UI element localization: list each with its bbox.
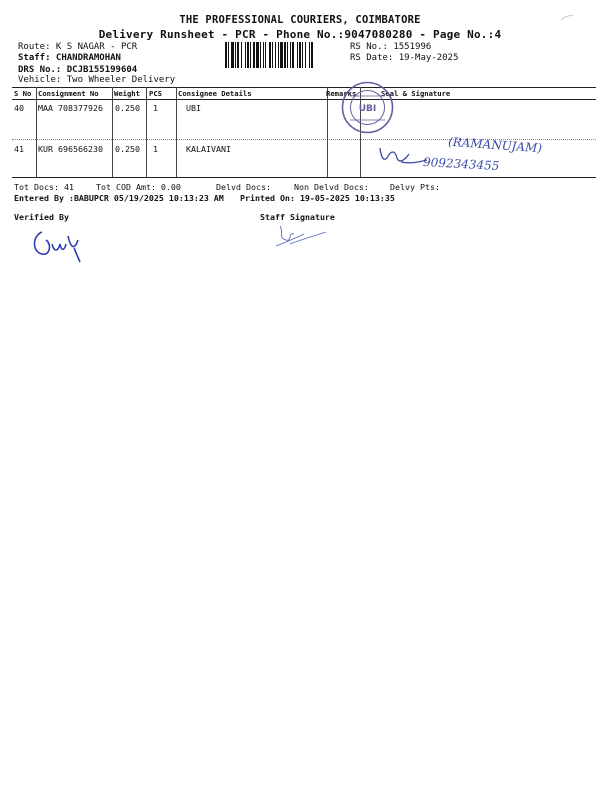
barcode-bar: [237, 42, 239, 68]
barcode-bar: [311, 42, 313, 68]
row-pcs: 1: [153, 103, 158, 113]
col-divider: [112, 87, 113, 177]
header-consignment: Consignment No: [38, 89, 99, 98]
barcode-bar: [253, 42, 255, 68]
col-divider: [36, 87, 37, 177]
header-seal-signature: Seal & Signature: [381, 89, 451, 98]
table-header-rule: [12, 99, 596, 100]
col-divider: [176, 87, 177, 177]
verifier-signature: [28, 226, 88, 266]
col-divider: [327, 87, 328, 177]
entered-by: Entered By :BABUPCR 05/19/2025 10:13:23 AM: [14, 193, 224, 203]
barcode-bar: [250, 42, 251, 68]
barcode-bar: [235, 42, 236, 68]
staff-signature-mark: [270, 222, 330, 252]
row-pcs: 1: [153, 144, 158, 154]
barcode-bar: [305, 42, 306, 68]
table-bottom-rule: [12, 177, 596, 178]
header-remarks: Remarks: [326, 89, 357, 98]
drs-info: DRS No.: DCJB155199604: [18, 65, 138, 75]
header-weight: Weight: [114, 89, 140, 98]
barcode-bar: [302, 42, 303, 68]
printed-on: Printed On: 19-05-2025 10:13:35: [240, 193, 395, 203]
rs-date: RS Date: 19-May-2025: [350, 53, 459, 63]
row-weight: 0.250: [115, 103, 140, 113]
total-docs: Tot Docs: 41: [14, 182, 74, 192]
delivery-points: Delvy Pts:: [390, 182, 440, 192]
barcode-bar: [245, 42, 246, 68]
barcode-bar: [256, 42, 259, 68]
staff-signature-label: Staff Signature: [260, 212, 335, 222]
barcode-bar: [241, 42, 242, 68]
row-consignee: UBI: [186, 103, 201, 113]
barcode-bar: [272, 42, 273, 68]
barcode-bar: [299, 42, 301, 68]
barcode-bar: [284, 42, 286, 68]
row-sno: 40: [14, 103, 24, 113]
header-sno: S No: [14, 89, 32, 98]
barcode-bar: [280, 42, 283, 68]
col-divider: [146, 87, 147, 177]
barcode-bar: [297, 42, 298, 68]
scan-mark: [560, 14, 574, 22]
row-consignment: KUR 696566230: [38, 144, 103, 154]
row-consignee: KALAIVANI: [186, 144, 231, 154]
handwritten-phone: 9092343455: [422, 155, 500, 173]
row-sno: 41: [14, 144, 24, 154]
non-delivered-docs: Non Delvd Docs:: [294, 182, 369, 192]
barcode-bar: [263, 42, 264, 68]
row-consignment: MAA 708377926: [38, 103, 103, 113]
delivered-docs: Delvd Docs:: [216, 182, 271, 192]
barcode-bar: [269, 42, 271, 68]
barcode-bar: [278, 42, 279, 68]
barcode-bar: [225, 42, 227, 68]
seal-text: UBI: [358, 104, 377, 114]
header-pcs: PCS: [149, 89, 162, 98]
barcode-bar: [260, 42, 261, 68]
route-info: Route: K S NAGAR - PCR: [18, 42, 138, 52]
barcode-bar: [290, 42, 291, 68]
barcode-bar: [287, 42, 288, 68]
barcode-bar: [265, 42, 266, 68]
barcode-bar: [309, 42, 310, 68]
barcode-bar: [275, 42, 276, 68]
rs-number: RS No.: 1551996: [350, 42, 432, 52]
company-title: THE PROFESSIONAL COURIERS, COIMBATORE: [179, 14, 421, 26]
runsheet-title: Delivery Runsheet - PCR - Phone No.:9047080280 - Page No.:4: [98, 28, 502, 41]
barcode-bar: [228, 42, 229, 68]
barcode-bar: [247, 42, 249, 68]
barcode-bar: [292, 42, 294, 68]
handwritten-name: (RAMANUJAM): [447, 134, 543, 156]
seal-stamp: [340, 80, 395, 135]
total-cod-amount: Tot COD Amt: 0.00: [96, 182, 181, 192]
row-weight: 0.250: [115, 144, 140, 154]
barcode-graphic: [225, 42, 343, 68]
vehicle-info: Vehicle: Two Wheeler Delivery: [18, 75, 176, 85]
header-consignee: Consignee Details: [178, 89, 252, 98]
barcode-bar: [231, 42, 234, 68]
staff-info: Staff: CHANDRAMOHAN: [18, 53, 121, 63]
verified-by-label: Verified By: [14, 212, 69, 222]
table-top-rule: [12, 87, 596, 88]
